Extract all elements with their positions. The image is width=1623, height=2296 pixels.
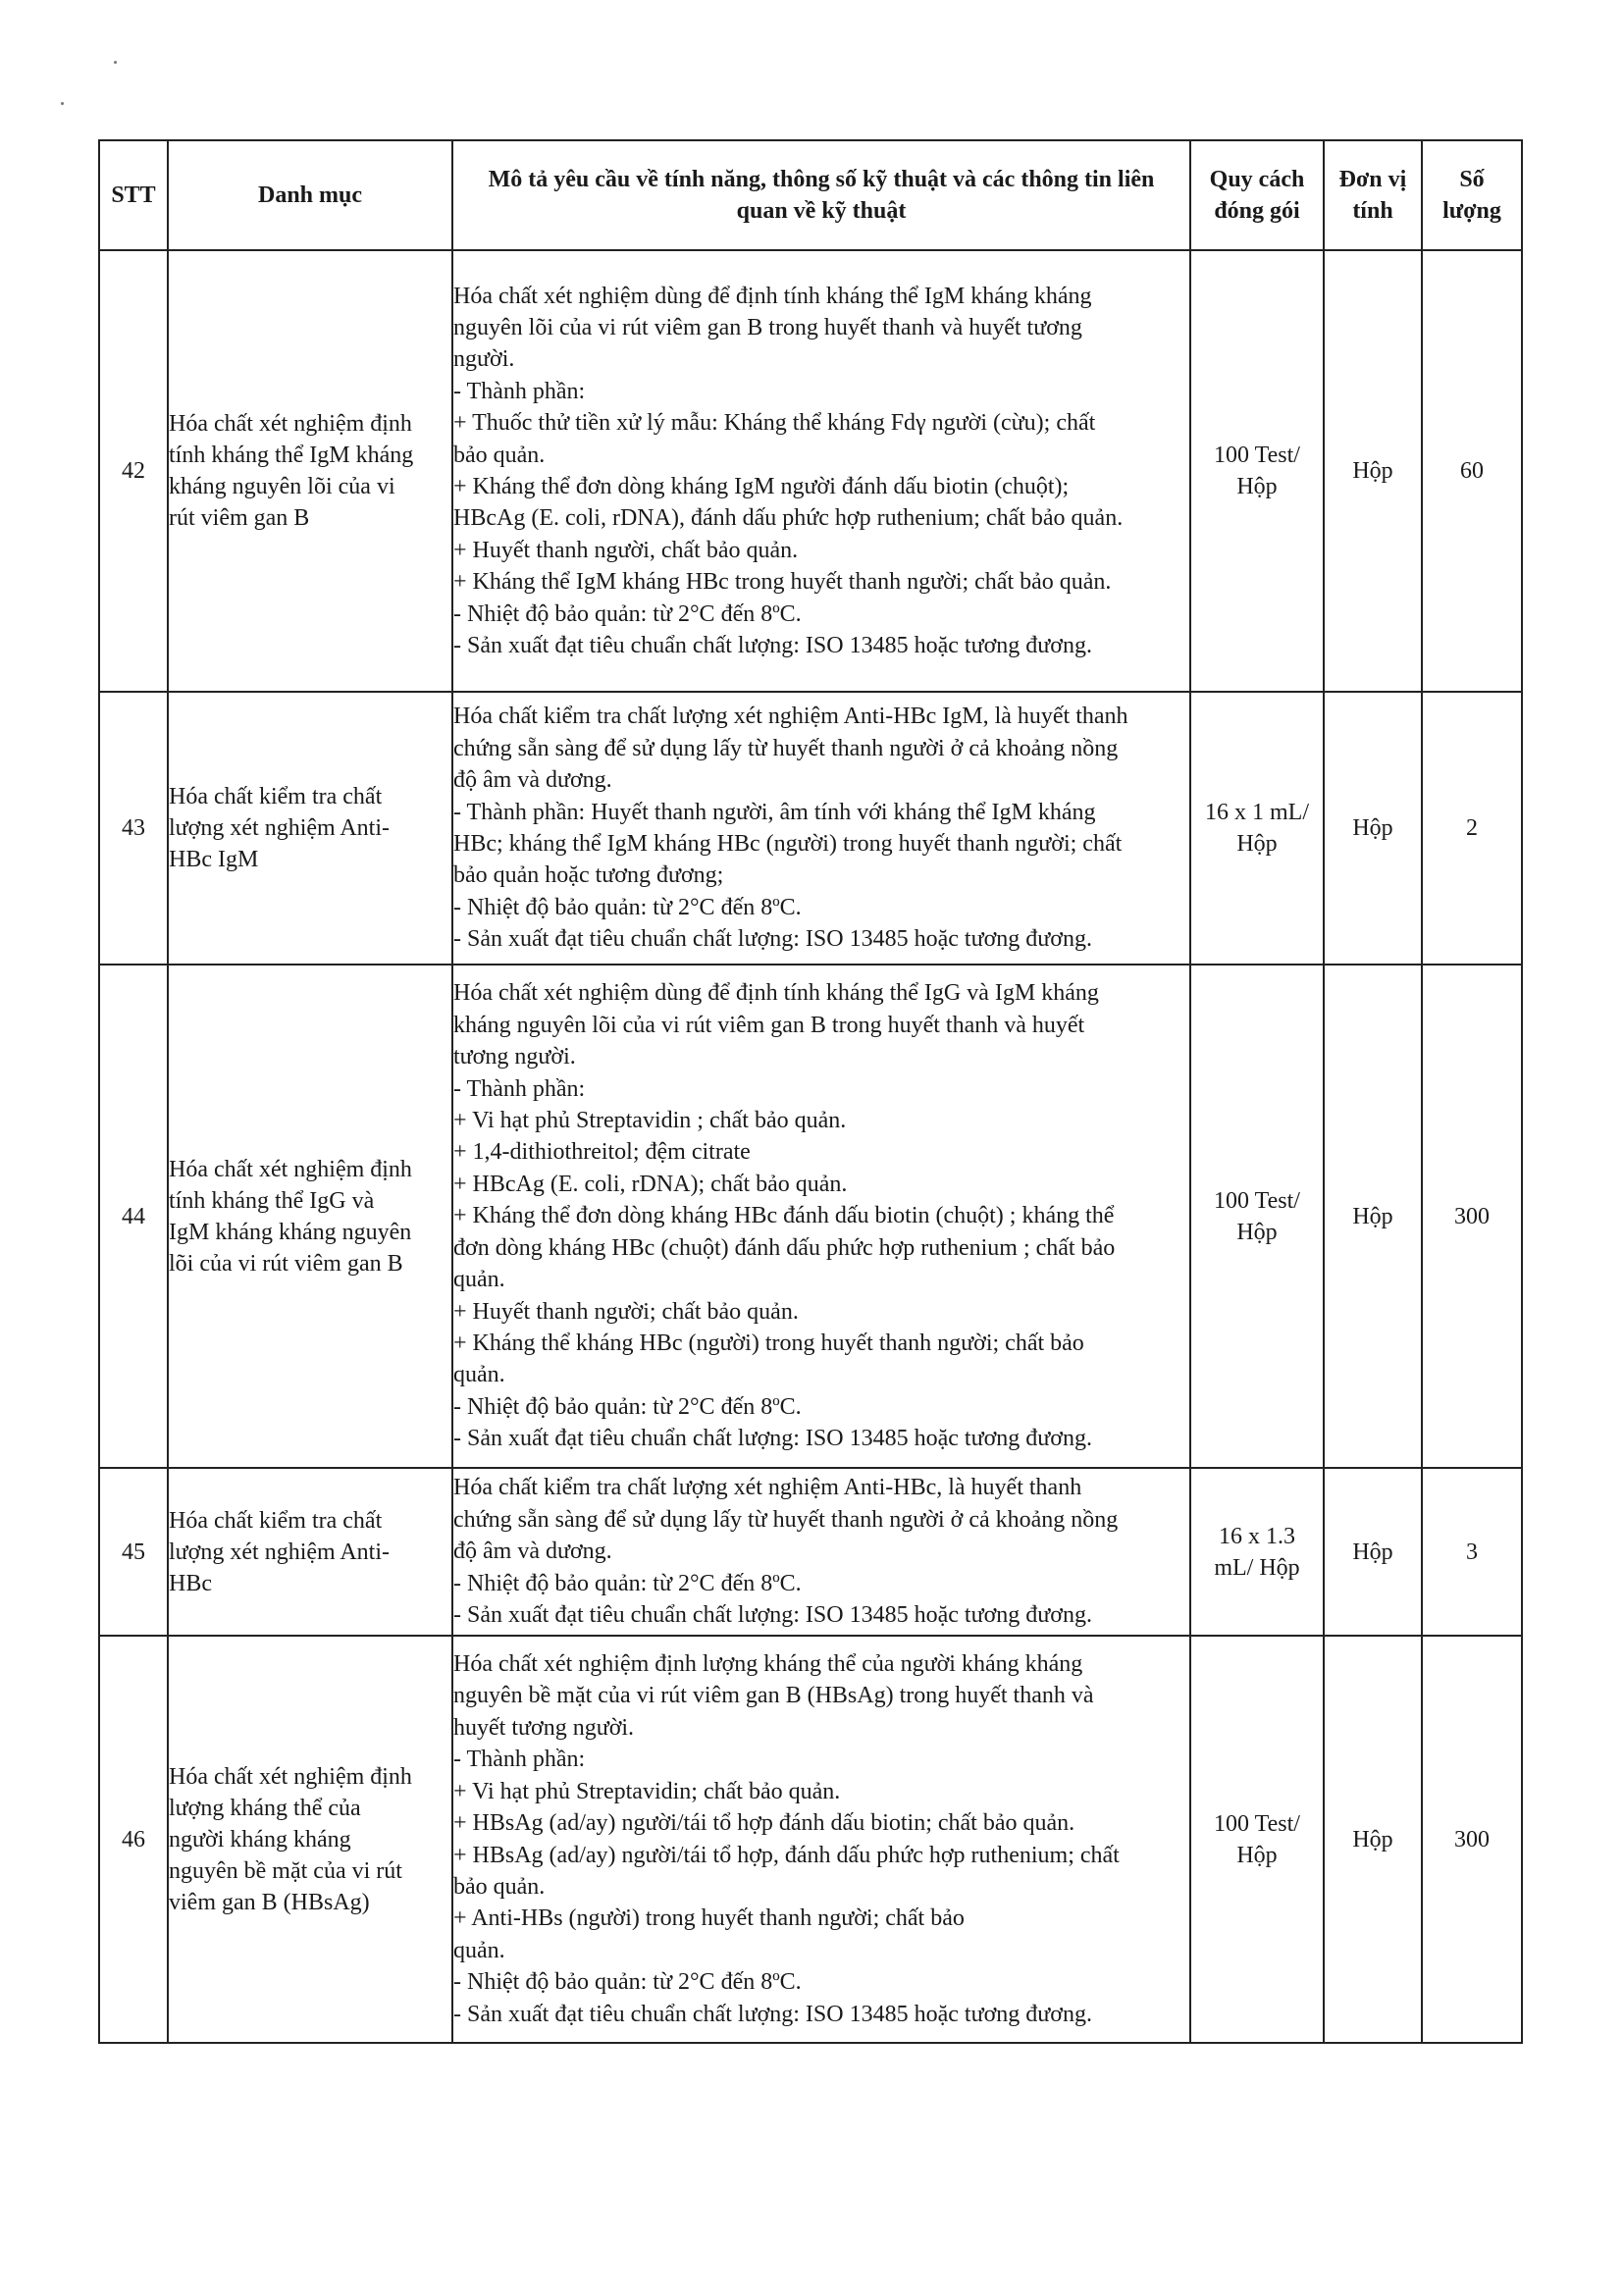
table-body [99,250,1522,2043]
item-description: Hóa chất xét nghiệm dùng để định tính kháng thể IgG và IgM kháng kháng nguyên lõi của vi rút viêm gan B trong huyết thanh và huyết tương người. - Thành phần: + Vi hạt phủ Streptavidin ; chất bảo quản. + 1,4-dithiothreitol; đệm citrate + HBcAg (E. coli, rDNA); chất bảo quản. + Kháng thể đơn dòng kháng HBc đánh dấu biotin (chuột) ; kháng thể đơn dòng kháng HBc (chuột) đánh dấu phức hợp ruthenium ; chất bảo quản. + Huyết thanh người; chất bảo quản. + Kháng thể kháng HBc (người) trong huyết thanh người; chất bảo quản. - Nhiệt độ bảo quản: từ 2°C đến 8ºC. - Sản xuất đạt tiêu chuẩn chất lượng: ISO 13485 hoặc tương đương. [452,965,1190,1468]
row-number: 42 [99,250,168,692]
item-unit: Hộp [1324,1468,1422,1636]
table-row [99,692,1522,965]
item-description: Hóa chất kiểm tra chất lượng xét nghiệm Anti-HBc IgM, là huyết thanh chứng sẵn sàng để sử dụng lấy từ huyết thanh người ở cả khoảng nồng độ âm và dương. - Thành phần: Huyết thanh người, âm tính với kháng thể IgM kháng HBc; kháng thể IgM kháng HBc (người) trong huyết thanh người; chất bảo quản hoặc tương đương; - Nhiệt độ bảo quản: từ 2°C đến 8ºC. - Sản xuất đạt tiêu chuẩn chất lượng: ISO 13485 hoặc tương đương. [452,692,1190,965]
item-name: Hóa chất kiểm tra chất lượng xét nghiệm Anti- HBc IgM [168,692,452,965]
table-row [99,1468,1522,1636]
header-unit: Đơn vị tính [1324,140,1422,250]
table-row [99,1636,1522,2043]
item-name: Hóa chất xét nghiệm định lượng kháng thể của người kháng kháng nguyên bề mặt của vi rút viêm gan B (HBsAg) [168,1636,452,2043]
header-category: Danh mục [168,140,452,250]
item-quantity: 3 [1422,1468,1522,1636]
item-quantity: 60 [1422,250,1522,692]
header-stt: STT [99,140,168,250]
item-quantity: 300 [1422,1636,1522,2043]
item-unit: Hộp [1324,1636,1422,2043]
table-row [99,965,1522,1468]
item-description: Hóa chất xét nghiệm dùng để định tính kháng thể IgM kháng kháng nguyên lõi của vi rút viêm gan B trong huyết thanh và huyết tương người. - Thành phần: + Thuốc thử tiền xử lý mẫu: Kháng thể kháng Fdγ người (cừu); chất bảo quản. + Kháng thể đơn dòng kháng IgM người đánh dấu biotin (chuột); HBcAg (E. coli, rDNA), đánh dấu phức hợp ruthenium; chất bảo quản. + Huyết thanh người, chất bảo quản. + Kháng thể IgM kháng HBc trong huyết thanh người; chất bảo quản. - Nhiệt độ bảo quản: từ 2°C đến 8ºC. - Sản xuất đạt tiêu chuẩn chất lượng: ISO 13485 hoặc tương đương. [452,250,1190,692]
header-description: Mô tả yêu cầu về tính năng, thông số kỹ thuật và các thông tin liên quan về kỹ thuật [452,140,1190,250]
table-row [99,250,1522,692]
item-description: Hóa chất kiểm tra chất lượng xét nghiệm Anti-HBc, là huyết thanh chứng sẵn sàng để sử dụng lấy từ huyết thanh người ở cả khoảng nồng độ âm và dương. - Nhiệt độ bảo quản: từ 2°C đến 8ºC. - Sản xuất đạt tiêu chuẩn chất lượng: ISO 13485 hoặc tương đương. [452,1468,1190,1636]
item-unit: Hộp [1324,965,1422,1468]
header-packing: Quy cách đóng gói [1190,140,1324,250]
item-name: Hóa chất kiểm tra chất lượng xét nghiệm Anti- HBc [168,1468,452,1636]
item-packing: 100 Test/ Hộp [1190,250,1324,692]
item-packing: 100 Test/ Hộp [1190,1636,1324,2043]
item-packing: 16 x 1.3 mL/ Hộp [1190,1468,1324,1636]
item-name: Hóa chất xét nghiệm định tính kháng thể IgM kháng kháng nguyên lõi của vi rút viêm gan B [168,250,452,692]
item-name: Hóa chất xét nghiệm định tính kháng thể IgG và IgM kháng kháng nguyên lõi của vi rút viêm gan B [168,965,452,1468]
row-number: 45 [99,1468,168,1636]
item-unit: Hộp [1324,692,1422,965]
scan-speck [61,102,64,105]
row-number: 44 [99,965,168,1468]
item-packing: 100 Test/ Hộp [1190,965,1324,1468]
row-number: 46 [99,1636,168,2043]
header-quantity: Số lượng [1422,140,1522,250]
specification-table [98,139,1523,2044]
item-quantity: 2 [1422,692,1522,965]
item-quantity: 300 [1422,965,1522,1468]
table-header-row [99,140,1522,250]
item-packing: 16 x 1 mL/ Hộp [1190,692,1324,965]
item-unit: Hộp [1324,250,1422,692]
scan-speck [114,61,117,64]
row-number: 43 [99,692,168,965]
item-description: Hóa chất xét nghiệm định lượng kháng thể của người kháng kháng nguyên bề mặt của vi rút viêm gan B (HBsAg) trong huyết thanh và huyết tương người. - Thành phần: + Vi hạt phủ Streptavidin; chất bảo quản. + HBsAg (ad/ay) người/tái tổ hợp đánh dấu biotin; chất bảo quản. + HBsAg (ad/ay) người/tái tổ hợp, đánh dấu phức hợp ruthenium; chất bảo quản. + Anti-HBs (người) trong huyết thanh người; chất bảo quản. - Nhiệt độ bảo quản: từ 2°C đến 8ºC. - Sản xuất đạt tiêu chuẩn chất lượng: ISO 13485 hoặc tương đương. [452,1636,1190,2043]
